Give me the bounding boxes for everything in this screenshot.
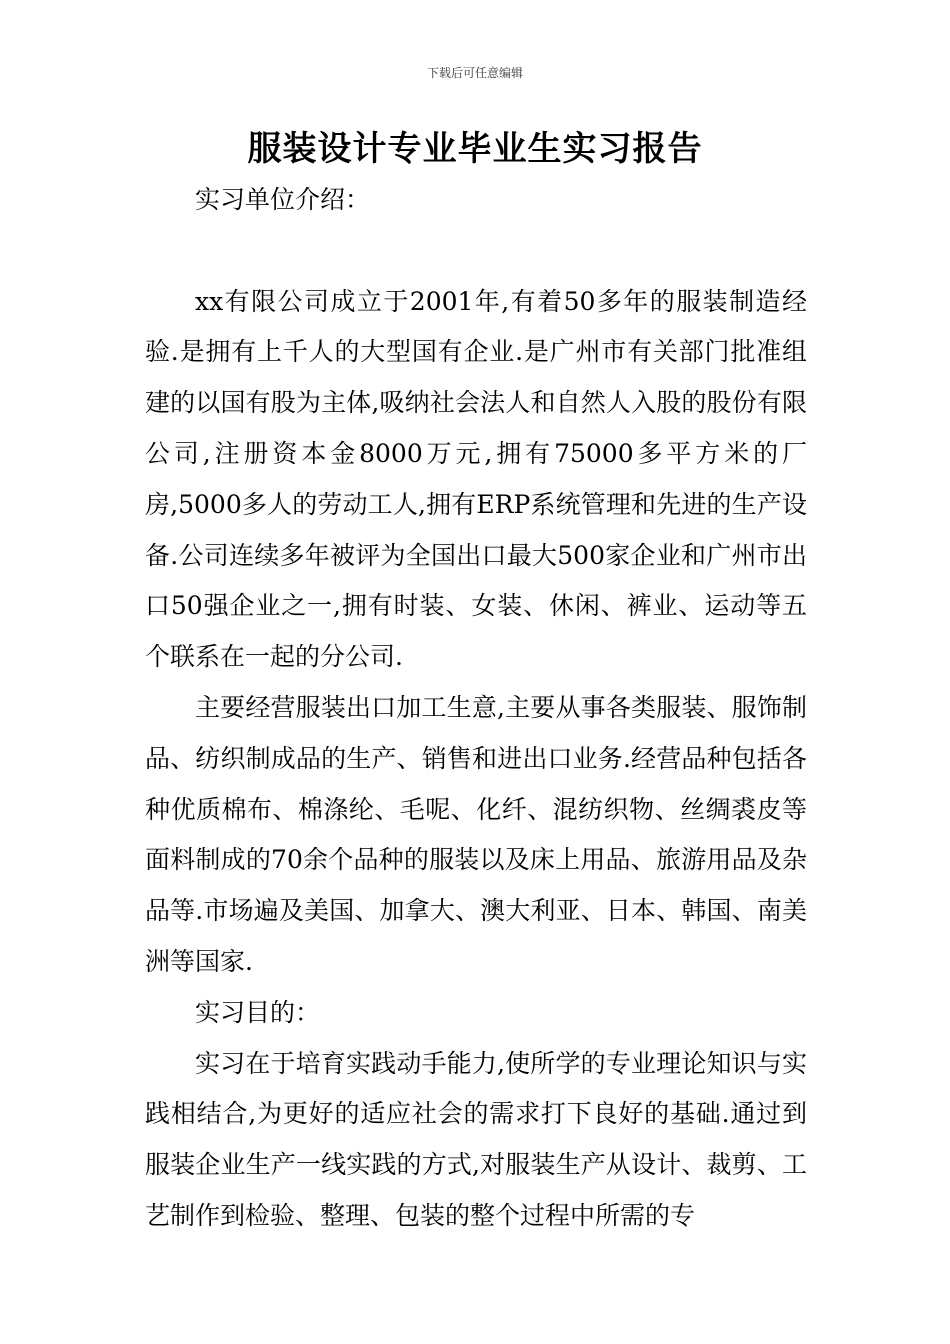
paragraph-internship-purpose: 实习在于培育实践动手能力,使所学的专业理论知识与实践相结合,为更好的适应社会的需求打下良好的基础.通过到服装企业生产一线实践的方式,对服装生产从设计、裁剪、工艺制作到检验、整理、包装的整个过程中所需的专 <box>145 1048 807 1230</box>
section-heading-company-intro: 实习单位介绍： <box>195 185 371 214</box>
document-title: 服装设计专业毕业生实习报告 <box>247 129 703 169</box>
document-body <box>145 175 807 1242</box>
paragraph-business-scope: 主要经营服装出口加工生意,主要从事各类服装、服饰制品、纺织制成品的生产、销售和进出口业务.经营品种包括各种优质棉布、棉涤纶、毛呢、化纤、混纺织物、丝绸裘皮等面料制成的70余个品种的服装以及床上用品、旅游用品及杂品等.市场遍及美国、加拿大、澳大利亚、日本、韩国、南美洲等国家. <box>145 692 807 976</box>
section-heading-internship-purpose: 实习目的： <box>195 997 321 1027</box>
blank-line <box>145 226 807 277</box>
paragraph-company-overview: xx有限公司成立于2001年,有着50多年的服装制造经验.是拥有上千人的大型国有企业.是广州市有关部门批准组建的以国有股为主体,吸纳社会法人和自然人入股的股份有限公司,注册资本金8000万元,拥有75000多平方米的厂房,5000多人的劳动工人,拥有ERP系统管理和先进的生产设备.公司连续多年被评为全国出口最大500家企业和广州市出口50强企业之一,拥有时装、女装、休闲、裤业、运动等五个联系在一起的分公司. <box>145 286 807 672</box>
header-note: 下载后可任意编辑 <box>426 66 523 80</box>
